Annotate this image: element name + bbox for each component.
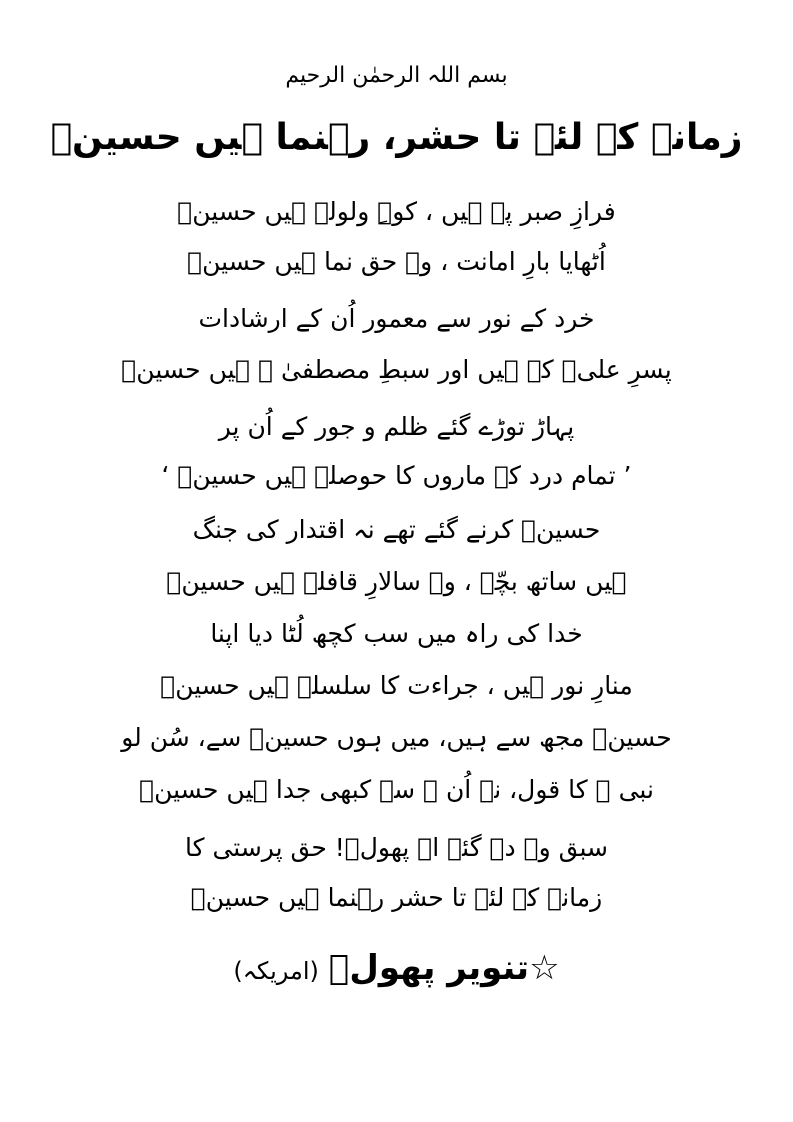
verse-line-9: خدا کی راہ میں سب کچھ لُٹا دیا اپنا bbox=[210, 619, 583, 648]
verse-line-12: نبی ﷺ کا قول، نہ اُن ﷺ سے کبھی جدا ہیں حسینؑ bbox=[139, 775, 654, 804]
verse-line-8: ہیں ساتھ بچّے ، وہ سالارِ قافلہ ہیں حسینؑ bbox=[166, 567, 627, 596]
verse-line-4: پسرِ علیؑ کے ہیں اور سبطِ مصطفیٰ ﷺ ہیں حسینؑ bbox=[121, 355, 672, 384]
verse-line-7: حسینؑ کرنے گئے تھے نہ اقتدار کی جنگ bbox=[192, 515, 601, 544]
poet-name: تنویر پھولؔ bbox=[328, 948, 530, 988]
verse-line-11: حسینؑ مجھ سے ہیں، میں ہوں حسینؑ سے، سُن لو bbox=[121, 723, 672, 752]
verse-line-10: منارِ نور ہیں ، جراءت کا سلسلہ ہیں حسینؑ bbox=[160, 671, 633, 700]
poet-signature bbox=[0, 940, 793, 999]
verse-line-14: زمانے کے لئے تا حشر رہنما ہیں حسینؑ bbox=[190, 883, 603, 912]
verse-line-6: ’ تمام درد کے ماروں کا حوصلہ ہیں حسینؑ ‘ bbox=[161, 461, 632, 490]
verse-line-5: پہاڑ توڑے گئے ظلم و جور کے اُن پر bbox=[218, 412, 575, 441]
poem-title: زمانے کے لئے تا حشر، رہنما ہیں حسینؑ bbox=[50, 117, 743, 158]
star-icon: ☆ bbox=[529, 948, 560, 988]
verse-line-1: فرازِ صبر پہ ہیں ، کوہِ ولولہ ہیں حسینؑ bbox=[177, 197, 616, 226]
poet-location: (امریکہ) bbox=[233, 957, 319, 985]
verse-line-2: اُٹھایا بارِ امانت ، وہ حق نما ہیں حسینؑ bbox=[187, 247, 606, 276]
bismillah-heading: بسم اللہ الرحمٰن الرحیم bbox=[285, 63, 508, 88]
verse-line-13: سبق وہ دے گئے اے پھولؔ! حق پرستی کا bbox=[184, 833, 608, 862]
verse-line-3: خرد کے نور سے معمور اُن کے ارشادات bbox=[198, 304, 595, 333]
